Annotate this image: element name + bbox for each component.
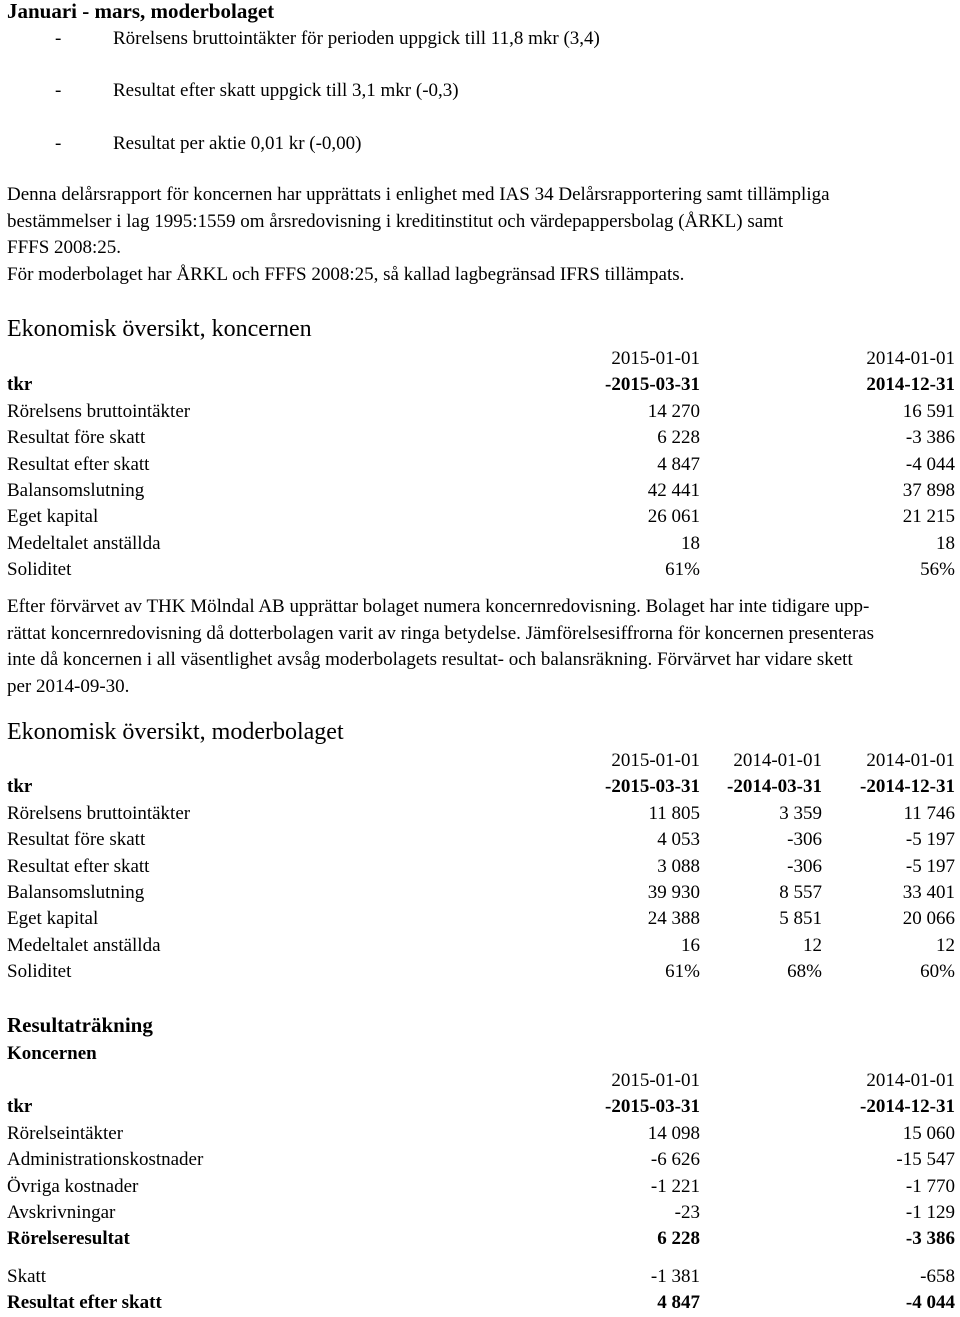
cell-value: -6 626 <box>650 1149 700 1171</box>
note-line: inte då koncernen i all väsentlighet avsåg moderbolagets resultat- och balansräkning. Förvärvet har vidare skett <box>7 649 853 670</box>
table-row <box>7 399 955 425</box>
cell-value: -5 197 <box>905 829 955 851</box>
column-header: -2014-12-31 <box>860 776 955 798</box>
cell-value: 33 401 <box>902 881 955 903</box>
cell-value: -658 <box>920 1266 955 1287</box>
table-row <box>7 854 955 880</box>
cell-value: -3 386 <box>905 427 955 449</box>
column-header: -2014-12-31 <box>860 1096 955 1118</box>
table-header-row <box>7 1068 955 1094</box>
cell-value: -1 770 <box>905 1175 955 1197</box>
cell-value: 37 898 <box>902 479 955 501</box>
cell-value: -306 <box>787 855 822 877</box>
table-header-row <box>7 372 955 398</box>
cell-value: 68% <box>787 961 822 983</box>
table-row <box>7 425 955 451</box>
cell-value: 12 <box>803 934 822 956</box>
row-label: Eget kapital <box>7 506 99 528</box>
table-row <box>7 801 955 827</box>
cell-value: 39 930 <box>647 881 700 903</box>
note-line: per 2014-09-30. <box>7 675 130 697</box>
table-row <box>7 1200 955 1226</box>
cell-value: 42 441 <box>647 479 700 501</box>
cell-value: -23 <box>674 1201 700 1223</box>
bullet-dash: - <box>55 28 62 49</box>
table-header-row <box>7 748 955 774</box>
table-header-row <box>7 1094 955 1120</box>
row-label: Balansomslutning <box>7 881 145 903</box>
cell-value: 14 098 <box>647 1122 700 1144</box>
section-subtitle-group: Koncernen <box>7 1043 97 1064</box>
intro-line: FFFS 2008:25. <box>7 237 122 258</box>
cell-value: 4 847 <box>657 453 700 475</box>
intro-line: För moderbolaget har ÅRKL och FFFS 2008:25, så kallad lagbegränsad IFRS tillämpats. <box>7 263 685 285</box>
cell-value: 8 557 <box>779 881 822 903</box>
section-title-parent-overview: Ekonomisk översikt, moderbolaget <box>7 719 344 745</box>
row-label: Rörelsens bruttointäkter <box>7 400 191 422</box>
unit-label: tkr <box>7 374 33 396</box>
column-header: -2015-03-31 <box>605 1096 700 1118</box>
cell-value: 11 805 <box>648 802 700 824</box>
note-line: rättat koncernredovisning då dotterbolagen varit av ringa betydelse. Jämförelsesiffrorna för koncernen presenteras <box>7 622 874 644</box>
column-header: 2015-01-01 <box>611 348 700 369</box>
cell-value: 18 <box>681 532 700 554</box>
cell-value: 60% <box>920 961 955 983</box>
unit-label: tkr <box>7 776 33 798</box>
cell-value: -1 129 <box>905 1201 955 1223</box>
cell-value: 3 088 <box>657 855 700 877</box>
cell-value: 3 359 <box>779 802 822 824</box>
cell-value: 16 591 <box>902 400 955 422</box>
bullet-text: Rörelsens bruttointäkter för perioden uppgick till 11,8 mkr (3,4) <box>113 28 600 49</box>
bullet-dash: - <box>55 133 62 154</box>
table-row <box>7 452 955 478</box>
cell-value: 24 388 <box>647 908 700 930</box>
row-label: Resultat efter skatt <box>7 453 150 475</box>
column-header: 2014-01-01 <box>866 1070 955 1091</box>
cell-value: 61% <box>665 961 700 983</box>
table-row <box>7 478 955 504</box>
column-header: 2014-01-01 <box>866 348 955 369</box>
intro-paragraph <box>7 182 830 288</box>
cell-value: 14 270 <box>647 400 700 422</box>
row-label: Eget kapital <box>7 908 99 930</box>
table-header-row <box>7 346 955 372</box>
row-label: Övriga kostnader <box>7 1175 139 1197</box>
cell-value: -5 197 <box>905 855 955 877</box>
row-label: Rörelsens bruttointäkter <box>7 802 191 824</box>
table-header-row <box>7 774 955 800</box>
cell-value: -4 044 <box>905 453 955 475</box>
cell-value: 4 847 <box>657 1292 700 1314</box>
row-label: Medeltalet anställda <box>7 532 161 554</box>
bullet-item <box>7 133 362 155</box>
bullet-item <box>7 80 459 102</box>
page-title: Januari - mars, moderbolaget <box>7 0 275 23</box>
table-row <box>7 1121 955 1147</box>
bullet-item <box>7 28 600 50</box>
cell-value: 16 <box>681 934 700 956</box>
cell-value: 18 <box>936 532 955 554</box>
row-label: Soliditet <box>7 559 72 581</box>
cell-value: 20 066 <box>902 908 955 930</box>
note-line: Efter förvärvet av THK Mölndal AB upprättar bolaget numera koncernredovisning. Bolaget har inte tidigare upp- <box>7 596 870 617</box>
cell-value: -4 044 <box>905 1292 955 1314</box>
row-label: Resultat före skatt <box>7 427 146 449</box>
cell-value: -306 <box>787 829 822 851</box>
table-row-total <box>7 1290 955 1316</box>
row-label: Medeltalet anställda <box>7 934 161 956</box>
unit-label: tkr <box>7 1096 33 1118</box>
row-label: Resultat efter skatt <box>7 855 150 877</box>
row-label: Administrationskostnader <box>7 1149 204 1171</box>
section-title-group-overview: Ekonomisk översikt, koncernen <box>7 316 312 342</box>
column-header: 2014-01-01 <box>733 750 822 771</box>
cell-value: 4 053 <box>657 829 700 851</box>
group-note-paragraph <box>7 594 874 700</box>
column-header: -2014-03-31 <box>727 776 822 798</box>
cell-value: 26 061 <box>647 506 700 528</box>
row-label: Skatt <box>7 1266 47 1287</box>
row-label: Avskrivningar <box>7 1201 116 1223</box>
column-header: -2015-03-31 <box>605 776 700 798</box>
cell-value: 11 746 <box>903 802 955 824</box>
cell-value: 5 851 <box>779 908 822 930</box>
cell-value: -1 381 <box>650 1266 700 1287</box>
table-row-total <box>7 1226 955 1252</box>
cell-value: 12 <box>936 934 955 956</box>
row-label: Soliditet <box>7 961 72 983</box>
table-row <box>7 557 955 583</box>
table-row <box>7 504 955 530</box>
row-label: Balansomslutning <box>7 479 145 501</box>
income-statement-table <box>7 1068 955 1253</box>
table-row <box>7 1174 955 1200</box>
row-label: Rörelseresultat <box>7 1228 130 1250</box>
table-row <box>7 906 955 932</box>
cell-value: -15 547 <box>896 1149 955 1171</box>
group-overview-table <box>7 346 955 584</box>
column-header: 2014-01-01 <box>866 750 955 771</box>
table-row <box>7 959 955 985</box>
parent-overview-table <box>7 748 955 986</box>
section-title-income-statement: Resultaträkning <box>7 1013 153 1037</box>
cell-value: 61% <box>665 559 700 581</box>
table-row <box>7 1264 955 1290</box>
cell-value: 15 060 <box>902 1122 955 1144</box>
cell-value: 21 215 <box>902 506 955 528</box>
row-label: Resultat efter skatt <box>7 1292 162 1314</box>
cell-value: 6 228 <box>657 427 700 449</box>
cell-value: -3 386 <box>905 1228 955 1250</box>
column-header: 2014-12-31 <box>866 374 955 396</box>
table-row <box>7 880 955 906</box>
intro-line: Denna delårsrapport för koncernen har upprättats i enlighet med IAS 34 Delårsrapportering samt tillämpliga <box>7 184 830 205</box>
intro-line: bestämmelser i lag 1995:1559 om årsredovisning i kreditinstitut och värdepappersbolag (ÅRKL) samt <box>7 210 784 232</box>
income-statement-table-bottom <box>7 1264 955 1317</box>
bullet-text: Resultat efter skatt uppgick till 3,1 mkr (-0,3) <box>113 80 459 101</box>
table-row <box>7 1147 955 1173</box>
column-header: -2015-03-31 <box>605 374 700 396</box>
cell-value: 56% <box>920 559 955 581</box>
table-row <box>7 531 955 557</box>
table-row <box>7 933 955 959</box>
column-header: 2015-01-01 <box>611 1070 700 1091</box>
table-row <box>7 827 955 853</box>
row-label: Rörelseintäkter <box>7 1122 124 1144</box>
bullet-dash: - <box>55 80 62 101</box>
column-header: 2015-01-01 <box>611 750 700 771</box>
cell-value: 6 228 <box>657 1228 700 1250</box>
row-label: Resultat före skatt <box>7 829 146 851</box>
cell-value: -1 221 <box>650 1175 700 1197</box>
bullet-text: Resultat per aktie 0,01 kr (-0,00) <box>113 133 362 154</box>
